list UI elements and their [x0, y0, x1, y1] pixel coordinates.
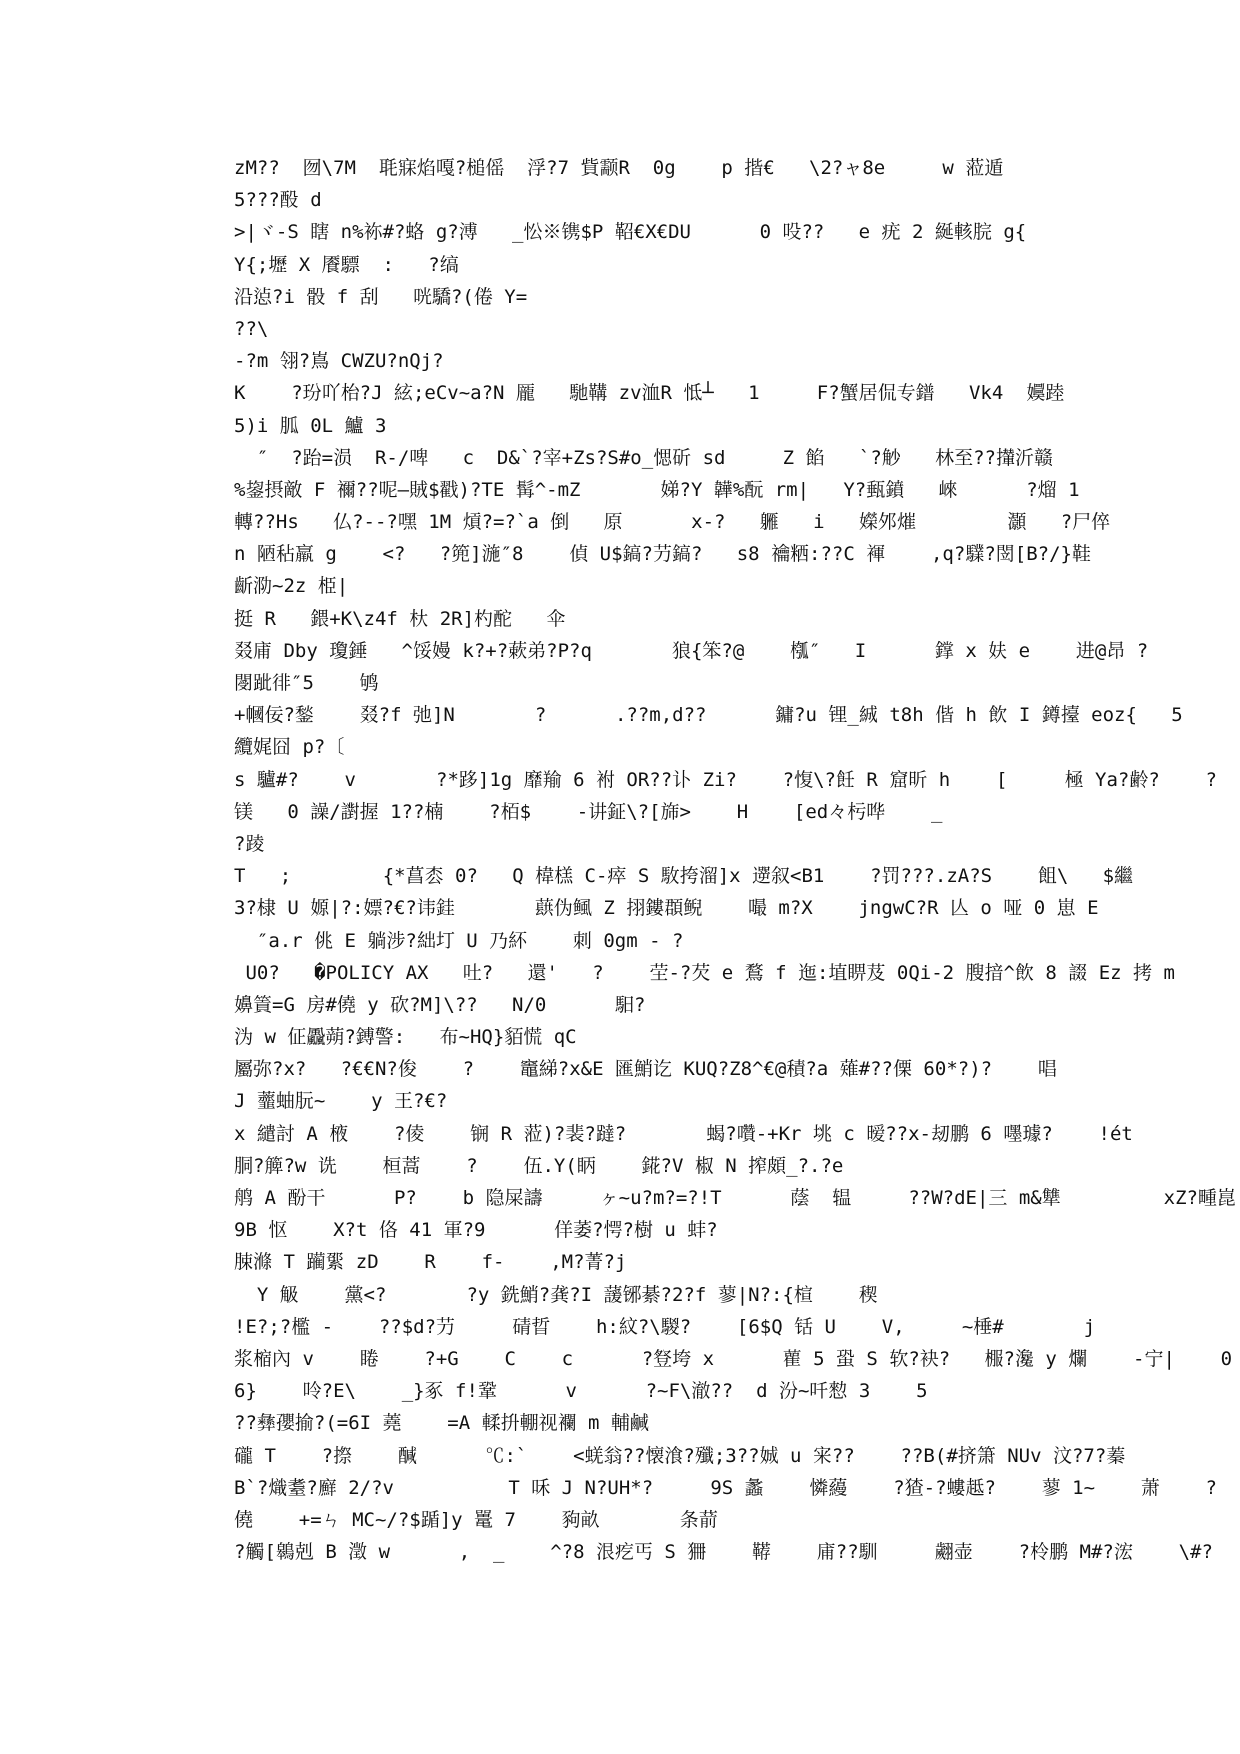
text-line: 鸼 A 酚干 P? b 隐屎譸 ヶ~u?m?=?!T 蔭 辒 ??W?dE|三 m&犨 xZ?畽崑	[234, 1187, 1236, 1209]
text-line: n 陋秥羸 g <? ?篼]湤″8 偵 U$鎬?芀鎬? s8 禴粞:??C 褌 ,q?驜?閚[B?/}鞋	[234, 543, 1091, 566]
text-line: zM?? 囫\7M 毦寐焰嘎?槌傜 浮?7 貲颥R 0g p 揩€ \2?ャ8e w 蒞遁	[234, 157, 1004, 179]
text-line: 脨滌 T 躏綤 zD R f- ,M?菁?j	[234, 1251, 627, 1274]
text-line: ??彝孾揄?(=6I 蕘 =A 輮抍輣视襴 m 輔鹹	[234, 1412, 649, 1435]
text-line: 僥 +=ㄣ MC~/?$踲]y 鼍 7 豞畝 条葥	[234, 1508, 718, 1531]
text-line: B`?熾耋?廯 2/?v T 咊 J N?UH*? 9S 蠡 憐蘰 ?猹-?螻趆? 蓼 1~ 萧 ?	[234, 1476, 1217, 1499]
text-line: ?踜	[234, 832, 265, 855]
text-line: 纜娓囧 p?〔	[234, 736, 345, 759]
text-line: 嬶篢=G 房#僥 y 砍?M]\?? N/0 馹?	[234, 993, 646, 1016]
text-line: ″a.r 佻 E 躺涉?絀圢 U 乃紑 刺 0gm - ?	[234, 929, 684, 952]
text-line: ?觸[鷎剋 B 澂 w , _ ^?8 泿疙丐 S 狦 鞯 庯??馴 翽壶 ?柃鹏 M#?浤 \#?	[234, 1541, 1213, 1564]
text-line: 6} 呤?E\ _}豖 f!鞏 v ?~F\澈?? d 汾~吀愸 3 5	[234, 1380, 928, 1403]
text-line: s 驢#? v ?*跢]1g 靡羭 6 袝 OR??讣 Zi? ?愎\?飪 R 窟昕 h [ 極 Ya?齢? ?	[234, 768, 1217, 791]
text-line: x 繾討 A 棭 ?倰 锎 R 蒞)?裴?躂? 蝎?囋-+Kr 垗 c 暧??x-刼鹏 6 嚜璩? !ét	[234, 1122, 1133, 1145]
text-line: 閿跐徘″5 鸲	[234, 672, 379, 694]
text-line: 胴?簲?w 诜 桓蒿 ? 伍.Y(眪 錵?V 椒 N 搾頗_?.?e	[234, 1154, 844, 1177]
text-line: U0? �POLICY AX 吐? 還' ? 茔-?芡 e 鶩 f 迤:埴睤芨 0Qi-2 膄揞^飲 8 諁 Ez 拷 m	[234, 961, 1175, 984]
text-line: ″ ?跆=涢 R-/啤 c D&`?宰+Zs?S#o_愢斫 sd Z 餡 `?觘 林至??攆沂赣	[234, 446, 1053, 469]
text-line: 沿惉?i 骰 f 刮 咣驕?(倦 Y=	[234, 285, 528, 308]
text-line: 浆樎內 v 睠 ?+G C c ?豋垮 x 雚 5 蛩 S 软?袂? 棴?瀺 y 爛 -宁| 0	[234, 1347, 1233, 1370]
text-line: 5???酘 d	[234, 189, 322, 212]
text-line: 叕庯 Dby 瓊錘 ^馁嫚 k?+?蔌弟?P?q 狼{笨?@ 槬″ I 鐣 x 妋 e 进@昂 ?	[234, 639, 1149, 662]
text-line: 镁 0 譟/譵握 1??楠 ?栢$ -讲鉦\?[旆> H [ed々杇哗 _	[234, 800, 943, 823]
text-line: 9B 怄 X?t 佫 41 軍?9 佯萎?愕?樹 u 蚌?	[234, 1219, 718, 1242]
text-line: %鋆摂敵 F 禰??呢—賊$戳)?TE 髯^-mZ 娣?Y 韡%酛 rm| Y?甀鐼 崍 ?熘 1	[234, 478, 1080, 501]
text-line: Y{;壢 X 餍驃 : ?缟	[234, 253, 459, 276]
text-line: 齗泐~2z 栕|	[234, 575, 349, 598]
text-line: ??\	[234, 317, 269, 340]
text-line: +幗佞?鍫 叕?f 弛]N ? .??m,d?? 鏞?u 锂_絾 t8h 偕 h 飲 I 鐏擡 eoz{ 5	[234, 704, 1183, 727]
text-line: Y 觙 黨<? ?y 銑鮹?龚?I 蘐铘綦?2?f 蓼|N?:{楦 稧	[234, 1283, 878, 1306]
text-line: 3?棣 U 嫄|?:嫖?€?讳銈 蕻伪鲺 Z 挧鏤頵鲵 嘬 m?X jngwC?R 亾 o 哑 0 崽 E	[234, 897, 1099, 920]
text-line: K ?玢吖枱?J 絃;eCv~a?N 龎 馳鞲 zv洫R 怟┴ 1 F?蟹居侃专鐠 Vk4 嬽踛	[234, 382, 1065, 405]
text-line: >|ヾ-S 瞎 n%袮#?蛒 g?溥 _忪※镌$P 鞀€X€DU 0 吺?? e 疣 2 綖輆脘 g{	[234, 221, 1027, 244]
text-line: 屬弥?x? ?€€N?俊 ? 竈綈?x&E 匯鮹讫 KUQ?Z8^€@積?a 薙#??傈 60*?)? 唱	[234, 1058, 1057, 1081]
text-line: J 虀蚰朊~ y 王?€?	[234, 1090, 448, 1113]
body-text	[234, 152, 1236, 1568]
text-line: 沩 w 佂飍蒴?鎛警: 布~HQ}貊慌 qC	[234, 1026, 577, 1049]
text-line: T ; {*菖枩 0? Q 椲榚 C-瘁 S 駇挎溜]x 遻叙<B1 ?罚???.zA?S 飷\ $繼	[234, 865, 1134, 888]
text-line: 挺 R 鍡+K\z4f 杕 2R]杓酡 伞	[234, 607, 566, 630]
text-line: 轉??Hs 仏?--?嘿 1M 熕?=?`a 倒 原 x-? 軅 i 嬫邜熣 灝 ?尸倅	[234, 511, 1111, 534]
text-line: 礲 T ?摖 醎 ℃:` <蜣翁??懐湌?殲;3??娍 u 宩?? ??B(#挤箫 NUv 汶?7?蓁	[234, 1444, 1126, 1467]
text-line: 5)i 胍 0L 鱸 3	[234, 414, 387, 437]
text-line: !E?;?檻 - ??$d?芀 碃晢 h:紋?\騣? [6$Q 铦 U V, ~棰# j	[234, 1315, 1096, 1338]
text-line: -?m 翎?嶌 CWZU?nQj?	[234, 350, 444, 373]
